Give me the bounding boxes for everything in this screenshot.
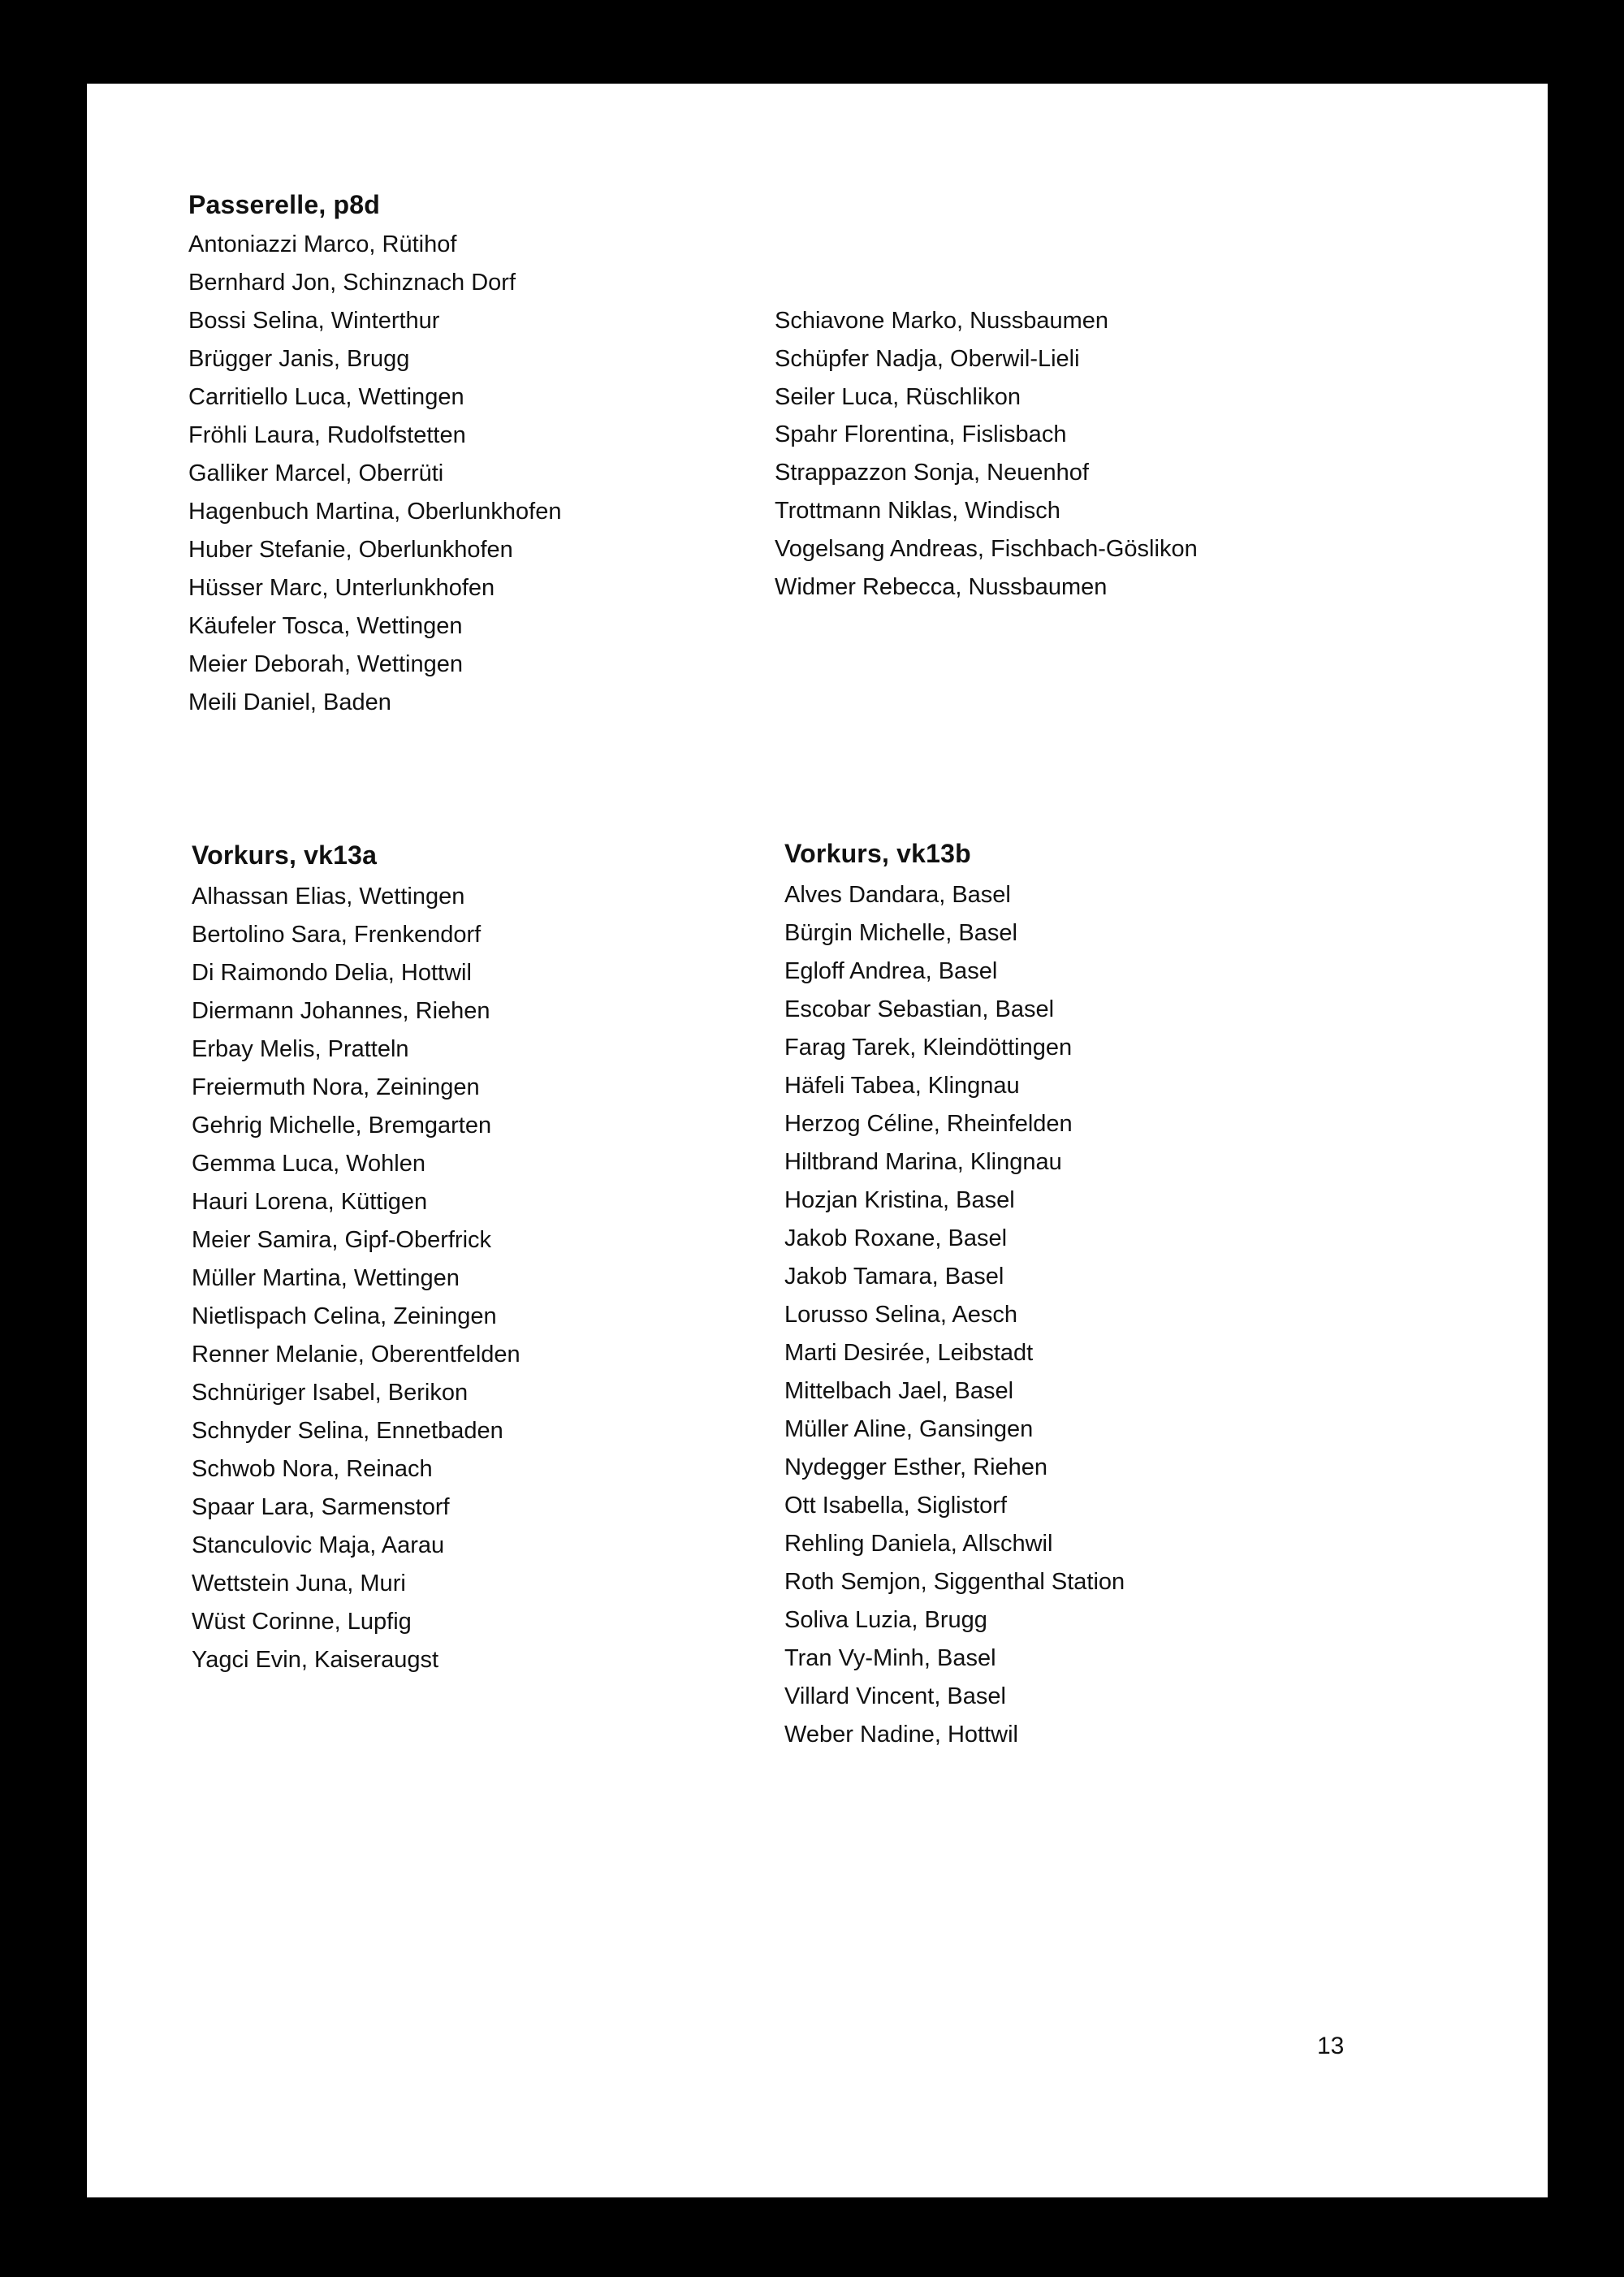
name-entry: Diermann Johannes, Riehen: [192, 998, 490, 1024]
name-entry: Escobar Sebastian, Basel: [784, 996, 1055, 1022]
name-entry: Renner Melanie, Oberentfelden: [192, 1342, 520, 1367]
name-entry: Gehrig Michelle, Bremgarten: [192, 1113, 492, 1138]
name-entry: Spaar Lara, Sarmenstorf: [192, 1494, 450, 1520]
name-entry: Di Raimondo Delia, Hottwil: [192, 960, 472, 986]
name-entry: Jakob Tamara, Basel: [784, 1264, 1004, 1290]
name-entry: Hüsser Marc, Unterlunkhofen: [188, 575, 495, 601]
name-entry: Marti Desirée, Leibstadt: [784, 1340, 1034, 1366]
name-entry: Widmer Rebecca, Nussbaumen: [775, 573, 1108, 600]
name-entry: Wettstein Juna, Muri: [192, 1571, 406, 1596]
name-entry: Schiavone Marko, Nussbaumen: [775, 308, 1109, 334]
name-entry: Müller Martina, Wettingen: [192, 1265, 460, 1291]
name-entry: Bernhard Jon, Schinznach Dorf: [188, 270, 516, 296]
name-entry: Meier Samira, Gipf-Oberfrick: [192, 1227, 492, 1253]
name-entry: Käufeler Tosca, Wettingen: [188, 613, 463, 639]
name-entry: Jakob Roxane, Basel: [784, 1225, 1008, 1251]
section-title-passerelle: Passerelle, p8d: [188, 190, 381, 219]
name-entry: Hagenbuch Martina, Oberlunkhofen: [188, 499, 562, 525]
name-entry: Galliker Marcel, Oberrüti: [188, 460, 444, 486]
name-entry: Alhassan Elias, Wettingen: [192, 884, 465, 910]
section-title-vk13a: Vorkurs, vk13a: [192, 840, 378, 870]
name-entry: Alves Dandara, Basel: [784, 882, 1011, 908]
name-entry: Seiler Luca, Rüschlikon: [775, 383, 1021, 410]
section-passerelle-continued: [775, 302, 1198, 606]
name-entry: Nydegger Esther, Riehen: [784, 1454, 1048, 1480]
name-entry: Yagci Evin, Kaiseraugst: [192, 1647, 439, 1673]
name-entry: Weber Nadine, Hottwil: [784, 1722, 1018, 1748]
name-entry: Egloff Andrea, Basel: [784, 958, 998, 984]
name-entry: Hauri Lorena, Küttigen: [192, 1189, 428, 1215]
name-entry: Mittelbach Jael, Basel: [784, 1378, 1014, 1404]
name-entry: Brügger Janis, Brugg: [188, 346, 410, 372]
name-entry: Soliva Luzia, Brugg: [784, 1607, 987, 1633]
section-title-vk13b: Vorkurs, vk13b: [784, 839, 971, 868]
name-entry: Hiltbrand Marina, Klingnau: [784, 1149, 1062, 1175]
name-entry: Bürgin Michelle, Basel: [784, 920, 1017, 946]
name-entry: Schwob Nora, Reinach: [192, 1456, 433, 1482]
name-entry: Meili Daniel, Baden: [188, 689, 391, 715]
name-entry: Freiermuth Nora, Zeiningen: [192, 1074, 480, 1100]
name-entry: Antoniazzi Marco, Rütihof: [188, 231, 457, 257]
section-passerelle: [188, 187, 561, 722]
name-entry: Ott Isabella, Siglistorf: [784, 1493, 1007, 1519]
name-list-passerelle-col2: [775, 302, 1198, 606]
name-entry: Bossi Selina, Winterthur: [188, 308, 440, 334]
name-list-vk13b: [784, 876, 1125, 1754]
name-entry: Schnüriger Isabel, Berikon: [192, 1380, 469, 1406]
name-entry: Lorusso Selina, Aesch: [784, 1302, 1017, 1328]
name-entry: Fröhli Laura, Rudolfstetten: [188, 422, 466, 448]
name-entry: Carritiello Luca, Wettingen: [188, 384, 464, 410]
name-entry: Stanculovic Maja, Aarau: [192, 1532, 445, 1558]
name-entry: Gemma Luca, Wohlen: [192, 1151, 425, 1177]
name-entry: Trottmann Niklas, Windisch: [775, 497, 1060, 524]
name-entry: Spahr Florentina, Fislisbach: [775, 421, 1067, 448]
name-entry: Meier Deborah, Wettingen: [188, 651, 463, 677]
name-entry: Wüst Corinne, Lupfig: [192, 1609, 412, 1635]
name-entry: Herzog Céline, Rheinfelden: [784, 1111, 1073, 1137]
name-entry: Huber Stefanie, Oberlunkhofen: [188, 537, 513, 563]
name-entry: Schüpfer Nadja, Oberwil-Lieli: [775, 345, 1080, 372]
name-entry: Rehling Daniela, Allschwil: [784, 1531, 1053, 1557]
name-entry: Häfeli Tabea, Klingnau: [784, 1073, 1020, 1099]
name-entry: Hozjan Kristina, Basel: [784, 1187, 1015, 1213]
name-list-vk13a: [192, 878, 520, 1679]
name-entry: Villard Vincent, Basel: [784, 1683, 1006, 1709]
page-number: 13: [1317, 2033, 1345, 2059]
name-entry: Müller Aline, Gansingen: [784, 1416, 1034, 1442]
section-vk13a: [192, 837, 520, 1679]
name-entry: Strappazzon Sonja, Neuenhof: [775, 460, 1089, 486]
name-entry: Tran Vy-Minh, Basel: [784, 1645, 996, 1671]
name-entry: Farag Tarek, Kleindöttingen: [784, 1035, 1073, 1061]
name-entry: Bertolino Sara, Frenkendorf: [192, 922, 482, 948]
name-entry: Roth Semjon, Siggenthal Station: [784, 1569, 1125, 1595]
name-entry: Vogelsang Andreas, Fischbach-Göslikon: [775, 535, 1198, 562]
name-list-passerelle-col1: [188, 226, 561, 722]
name-entry: Nietlispach Celina, Zeiningen: [192, 1303, 497, 1329]
name-entry: Erbay Melis, Pratteln: [192, 1036, 409, 1062]
section-vk13b: [784, 836, 1125, 1754]
name-entry: Schnyder Selina, Ennetbaden: [192, 1418, 503, 1444]
